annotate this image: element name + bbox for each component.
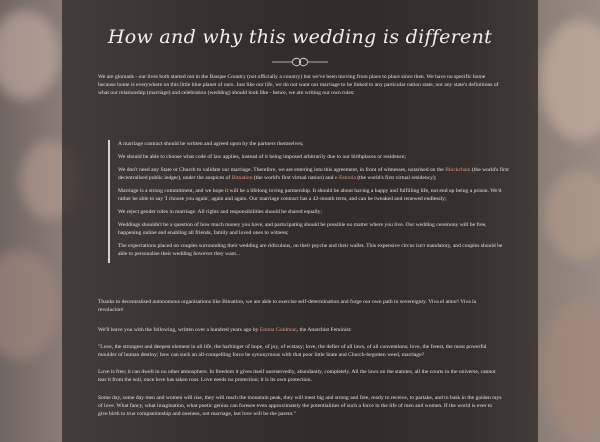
background-bokeh	[540, 20, 600, 140]
rule-item: The expectations placed on couples surrounding their wedding are ridiculous, on their psyche and their wallet. This expensive circus isn't mandatory, and couples should be able to personalise their wedding however they want...	[118, 243, 503, 257]
background-bokeh	[0, 250, 60, 360]
background-bokeh	[540, 300, 600, 440]
quote-intro-text: , the Anarchist Feminist:	[296, 327, 352, 333]
rule-item	[118, 166, 510, 182]
rule-item: We reject gender roles in marriage. All rights and responsibilities should be shared equally;	[118, 209, 322, 215]
rule-item: Marriage is a strong commitment, and we hope it will be a lifelong loving partnership. It should be about having a happy and fulfilling life, not end up being a prison. We'd rather be able to say 'I choose you again', again and again. Our marriage contract has a 42-month term, and can be tweaked and renewed endlessly;	[118, 188, 502, 202]
quote-intro-text: We'll leave you with the following, written over a hundred years ago by	[98, 327, 260, 333]
rule-item: We should be able to choose what code of law applies, instead of it being imposed arbitrarily due to our birthplaces or residence;	[118, 154, 407, 160]
rule-text: (the world's first virtual residency);	[355, 175, 437, 181]
bitnation-link[interactable]: Bitnation	[231, 175, 253, 181]
rule-item: A marriage contract should be written and agreed upon by the partners themselves;	[118, 141, 304, 147]
quote-intro	[98, 326, 502, 334]
closing-paragraph: Thanks to decentralised autonomous organisations like Bitnation, we are able to exercise self-determination and forge our own path to sovereignty. Viva el amor! Viva la revolucion!	[98, 299, 477, 313]
page-title: How and why this wedding is different	[107, 26, 493, 48]
quote-paragraph: Love is free; it can dwell in no other atmosphere. In freedom it gives itself unreservedly, abundantly, completely. All the laws on the statutes, all the courts in the universe, cannot tear it from the soil, once love has taken root. Love needs no protection; it is its own protection.	[98, 369, 496, 383]
rule-text: (the world's first virtual nation) and	[252, 175, 335, 181]
rule-item: Weddings shouldn't be a question of how much money you have, and participating should be possible no matter where you live. Our wedding ceremony will be free, happening online and enabling all friends, family and loved ones to witness;	[118, 222, 487, 236]
background-bokeh	[0, 10, 60, 100]
emma-goldman-link[interactable]: Emma Goldman	[259, 327, 297, 333]
e-estonia-link[interactable]: e-Estonia	[334, 175, 356, 181]
rule-text: We don't need any State or Church to validate our marriage. Therefore, we are entering into this agreement, in front of witnesses, notarised on the	[118, 167, 446, 173]
background-bokeh	[545, 170, 600, 260]
flourish-divider-icon	[270, 55, 330, 69]
blockchain-link[interactable]: Blockchain	[445, 167, 471, 173]
rules-blockquote	[108, 140, 510, 263]
quote-paragraph: Some day, some day men and women will rise, they will reach the mountain peak, they will meet big and strong and free, ready to receive, to partake, and to bask in the golden rays of love. What fancy, what imagination, what poetic genius can foresee even approximately the potentialities of such a force in the life of men and women. If the world is ever to give birth to true companionship and oneness, not marriage, but love will be the parent."	[98, 395, 502, 417]
intro-paragraph: We are glomads - our lives both started out in the Basque Country (not officially a country) but we've been moving from place to place since then. We have no specific home because home is everywhere on this little blue planet of ours. Just like our life, we do not want our marriage to be linked to any particular nation state, nor any state's definitions of what our relationship (marriage) and celebration (wedding) should look like - hence, we are writing our own rules:	[98, 74, 499, 96]
rule-text: (the world's first decentralised public ledger), under the auspices of	[118, 167, 509, 181]
quote-paragraph: "Love, the strongest and deepest element in all life, the harbinger of hope, of joy, of ecstasy; love, the defier of all laws, of all conventions; love, the freest, the most powerful moulder of human destiny; how can such an all-compelling force be synonymous with that poor little State and Church-begotten weed, marriage?	[98, 344, 487, 358]
